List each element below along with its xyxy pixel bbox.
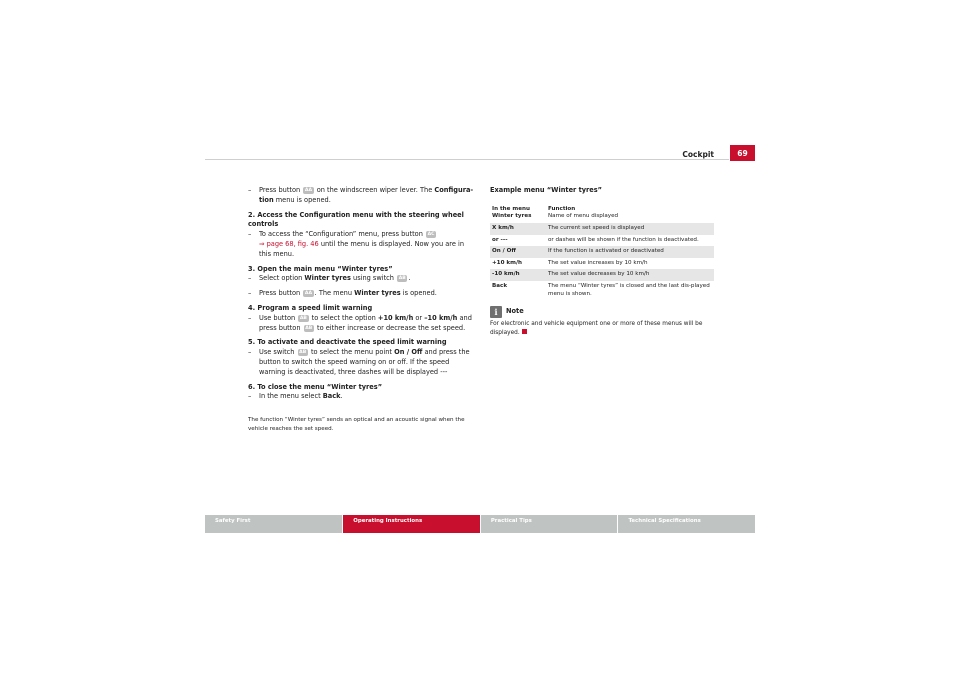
table-header-row (490, 204, 714, 223)
text: For electronic and vehicle equipment one or more of these menus will be displayed. (490, 321, 703, 336)
table-row (490, 246, 714, 258)
footer-navigation (205, 515, 755, 533)
winter-tyres-menu-table (490, 204, 714, 300)
button-key-badge: AA (304, 291, 313, 297)
row-value: The set value increases by 10 km/h (548, 259, 648, 266)
step3-item-b (248, 289, 476, 299)
step4-item (248, 314, 476, 334)
note-text (490, 320, 715, 337)
tab-technical-specifications[interactable]: Technical Specifications (618, 515, 755, 533)
instructions-column (248, 186, 476, 433)
step5-heading: 5. To activate and deactivate the speed limit warning (248, 338, 447, 347)
text: is opened. (402, 289, 437, 298)
row-key: +10 km/h (492, 259, 522, 266)
row-value: The set value decreases by 10 km/h (546, 269, 714, 281)
text: Press button (259, 289, 301, 298)
step6-heading: 6. To close the menu “Winter tyres” (248, 382, 383, 391)
text: to select the menu point (310, 348, 393, 357)
step1-item (248, 186, 476, 206)
bold-text: –10 km/h (424, 313, 458, 322)
row-value: The current set speed is displayed (546, 223, 714, 235)
footnote: The function “Winter tyres” sends an optical and an acoustic signal when the vehicle reaches the set speed. (248, 417, 465, 432)
bold-text: Configura- (434, 186, 474, 194)
step4-heading: 4. Program a speed limit warning (248, 303, 373, 312)
text: until the menu is displayed. Now you are in this menu. (259, 239, 465, 258)
text: menu is opened. (275, 195, 331, 204)
bold-text: On / Off (394, 348, 423, 357)
row-value: or dashes will be shown if the function is deactivated. (548, 236, 699, 243)
row-value: The menu “Winter tyres” is closed and the last dis-played menu is shown. (548, 282, 710, 297)
note-box (490, 306, 715, 337)
step2-item (248, 230, 476, 259)
text: In the menu select (259, 392, 321, 401)
button-key-badge: AA (304, 188, 313, 193)
step3-item-a: – Select option Winter tyres using switch AB . (248, 274, 476, 284)
table-row (490, 258, 714, 270)
menu-table-column (490, 186, 715, 337)
text: to either increase or decrease the set speed. (317, 323, 466, 332)
bold-text: +10 km/h (377, 313, 414, 322)
row-key: -10 km/h (490, 269, 546, 281)
table-title: Example menu “Winter tyres” (490, 186, 603, 194)
bold-text: tion (259, 195, 274, 204)
text: Press button (259, 186, 301, 194)
end-of-section-icon (522, 329, 527, 334)
row-key: Back (492, 282, 508, 289)
text: Use button (259, 313, 296, 322)
tab-practical-tips[interactable]: Practical Tips (481, 515, 618, 533)
text: Use switch (259, 348, 295, 357)
header-rule (205, 159, 729, 160)
bold-text: Winter tyres (304, 274, 351, 283)
text: to select the option (311, 313, 376, 322)
step5-item (248, 348, 476, 377)
text: using switch (353, 274, 394, 283)
button-key-badge: AB (305, 325, 313, 331)
table-header-function (546, 204, 714, 223)
text: and press the button to switch the speed warning on or off. If the speed warning is deactivated, three dashes will be displayed --- (259, 348, 470, 376)
note-heading (490, 306, 715, 318)
header-sublabel: Name of menu displayed (548, 213, 619, 220)
text: on the windscreen wiper lever. The (316, 186, 433, 194)
text: and press button (259, 313, 472, 332)
bold-text: Winter tyres (354, 289, 401, 298)
text: or (415, 313, 423, 322)
table-row (490, 223, 714, 235)
switch-key-badge: AB (398, 276, 406, 282)
row-value: If the function is activated or deactivated (546, 246, 714, 258)
row-key: X km/h (490, 223, 546, 235)
bold-text: Back (322, 392, 341, 401)
step3-heading: 3. Open the main menu “Winter tyres” (248, 264, 393, 273)
table-row (490, 269, 714, 281)
table-row (490, 235, 714, 247)
tab-safety-first[interactable]: Safety First (205, 515, 342, 533)
text: To access the “Configuration” menu, press button (259, 230, 423, 239)
text: . The menu (314, 289, 353, 298)
note-label: Note (506, 307, 524, 316)
page-reference-link[interactable]: ⇒ page 68, fig. 46 (259, 239, 319, 248)
step2-heading: 2. Access the Configuration menu with the steering wheel controls (248, 210, 464, 229)
text: Select option (259, 274, 303, 283)
step6-item: – In the menu select Back. (248, 392, 476, 402)
button-key-badge: AC (427, 232, 435, 238)
page-section-title: Cockpit (682, 150, 714, 159)
table-header-menu: In the menu Winter tyres (492, 205, 532, 220)
button-key-badge: AB (299, 315, 307, 321)
info-icon: i (490, 306, 502, 318)
header-label: Function (548, 205, 576, 212)
table-row (490, 281, 714, 300)
page-number: 69 (730, 145, 755, 161)
row-key: On / Off (490, 246, 546, 258)
row-key: or --- (492, 236, 508, 243)
tab-operating-instructions[interactable]: Operating Instructions (343, 515, 480, 533)
switch-key-badge: AB (299, 350, 307, 356)
